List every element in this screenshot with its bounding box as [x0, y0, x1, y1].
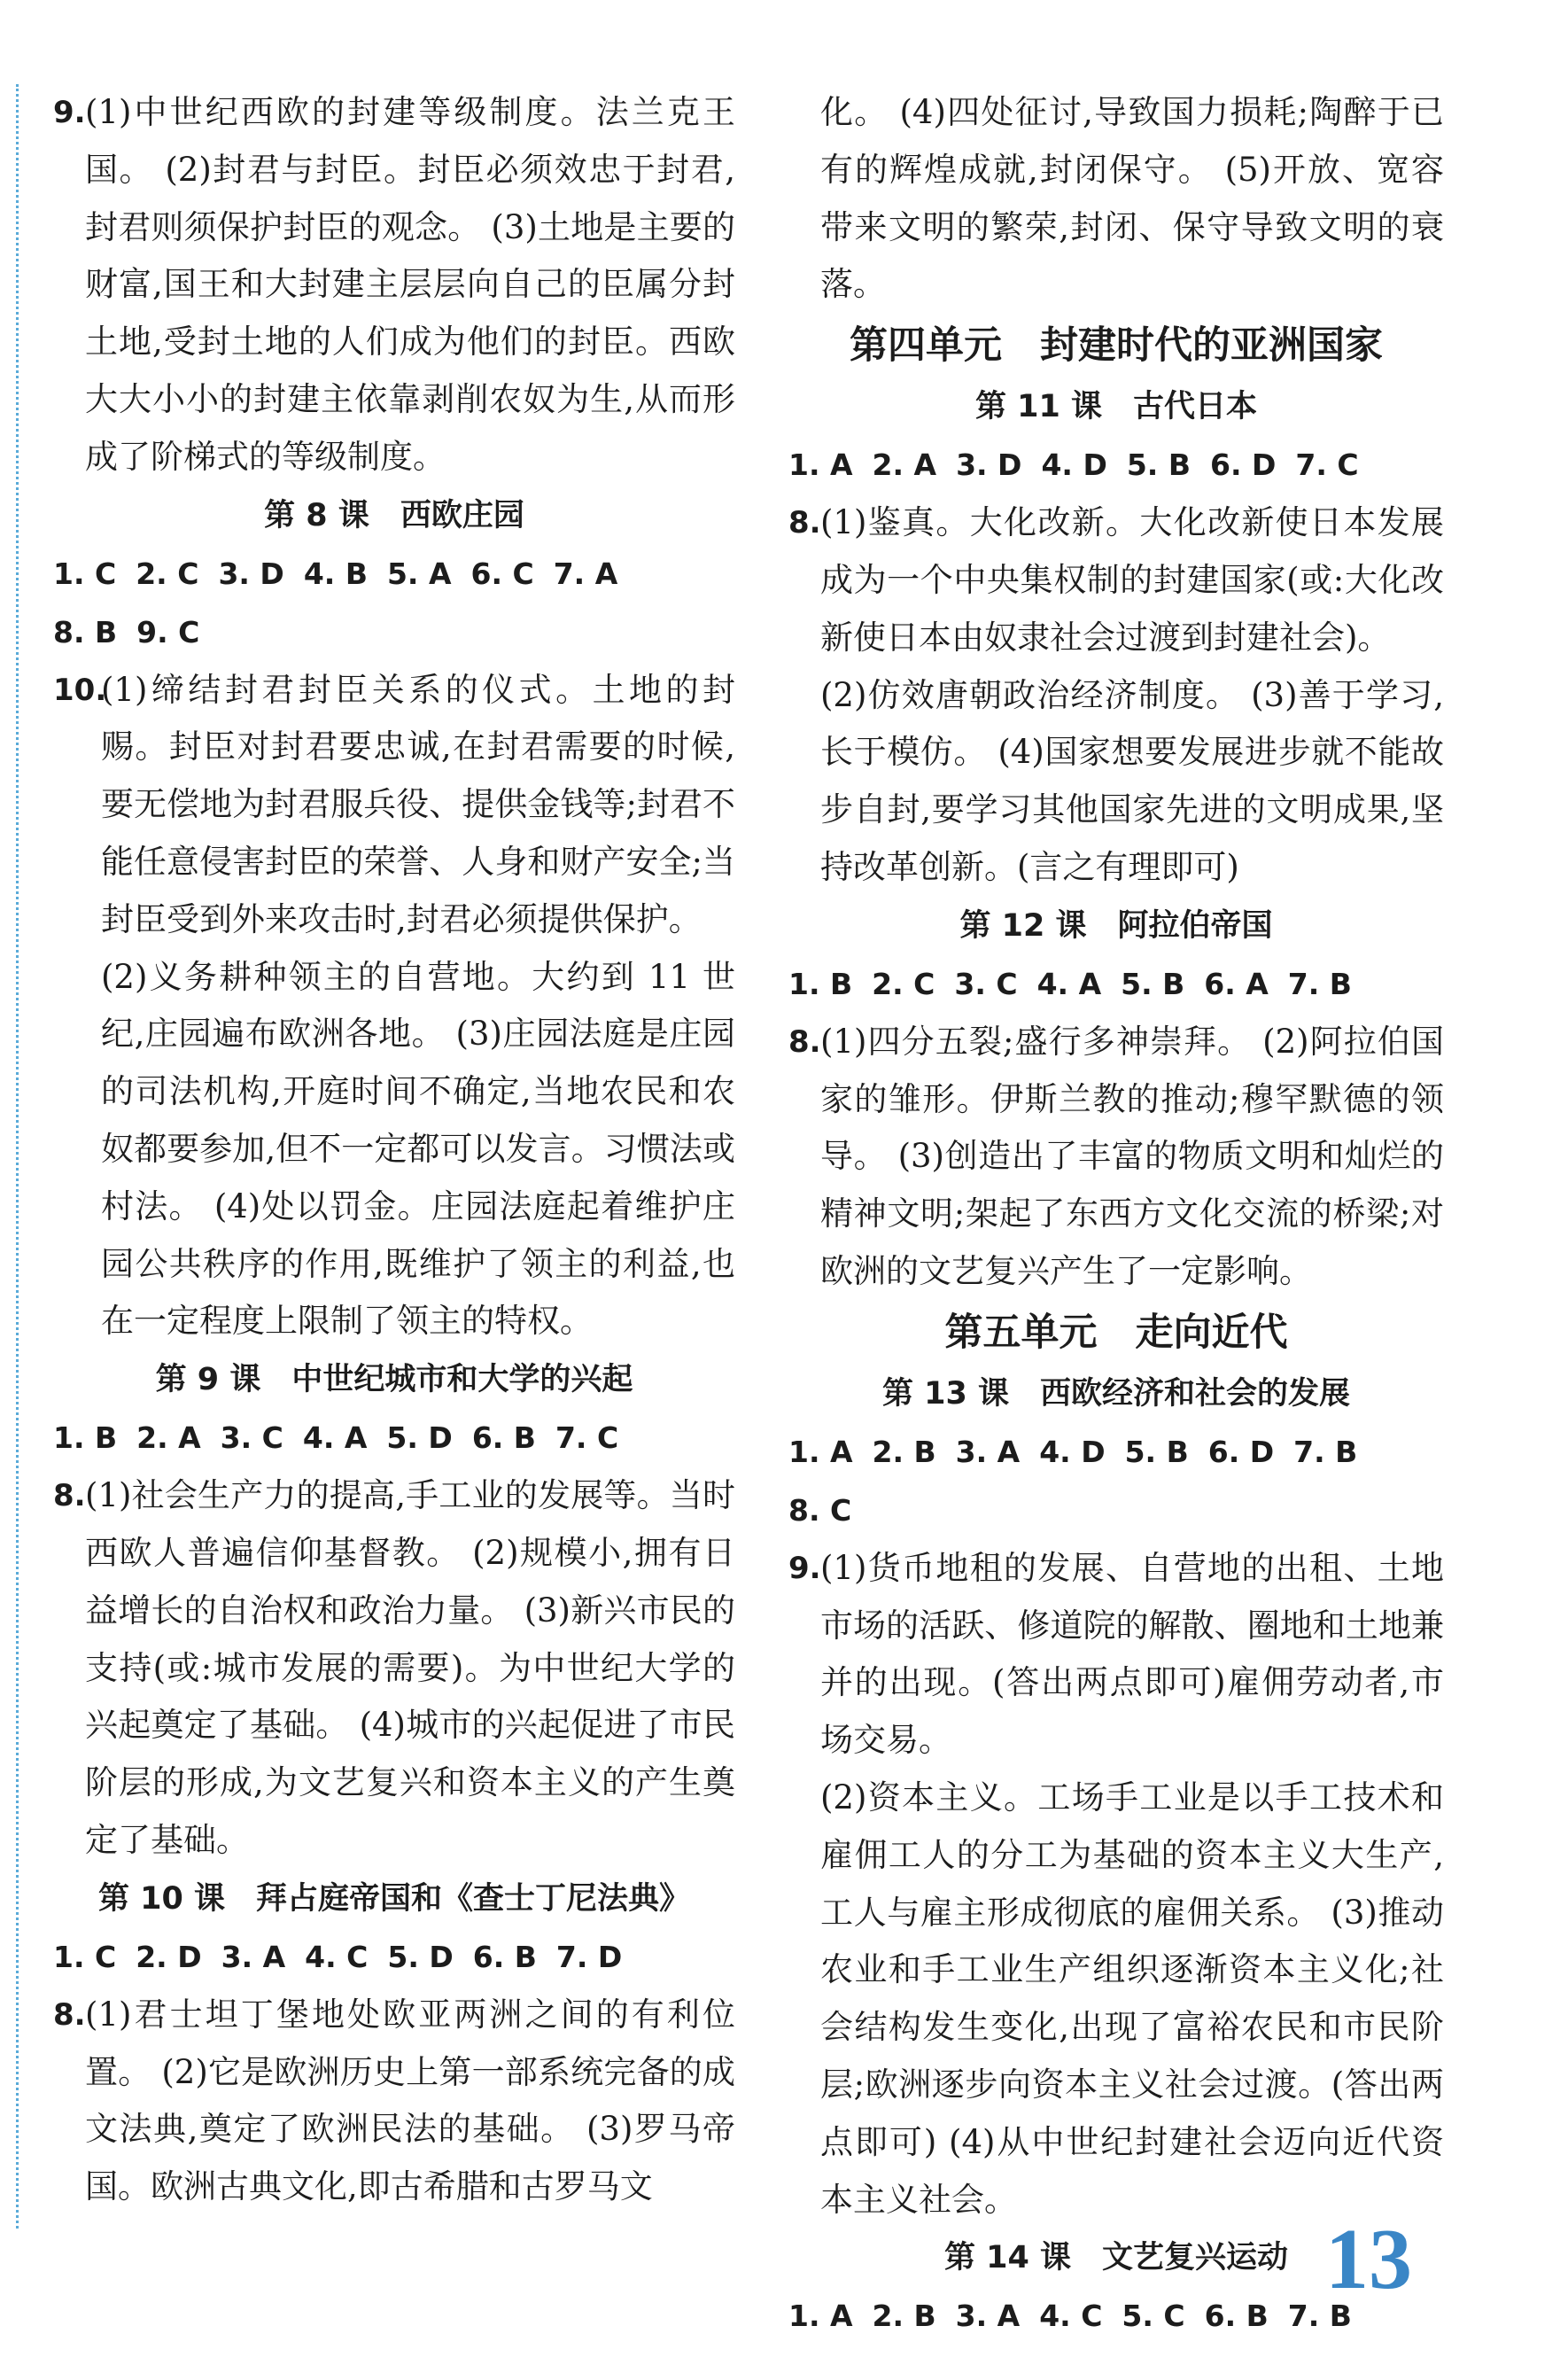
answer-text: (1)货币地租的发展、自营地的出租、土地市场的活跃、修道院的解散、圈地和土地兼并的出现。(答出两点即可)雇佣劳动者,市场交易。	[820, 1548, 1444, 1760]
choice-answers-row	[788, 1423, 1444, 1482]
choice-answer: 2. A	[136, 1420, 201, 1456]
choice-answer: 8. B	[53, 614, 118, 650]
choice-answer: 4. D	[1041, 447, 1107, 483]
choice-answer: 7. B	[1293, 1434, 1358, 1469]
answer-item	[53, 84, 735, 486]
choice-answer: 5. A	[386, 556, 452, 591]
choice-answer: 7. B	[1287, 2299, 1352, 2334]
question-number: 10.	[53, 672, 107, 708]
choice-answers-row	[788, 955, 1444, 1014]
choice-answer: 6. B	[1204, 2299, 1269, 2334]
choice-answer: 7. C	[555, 1420, 619, 1456]
answer-item	[788, 1540, 1444, 1770]
answer-continuation	[53, 949, 735, 1351]
choice-answer: 2. B	[872, 2299, 936, 2334]
choice-answer: 5. B	[1121, 966, 1185, 1001]
choice-answer: 4. D	[1039, 1434, 1106, 1469]
choice-answers-row	[53, 1928, 735, 1987]
choice-answer: 1. B	[53, 1420, 118, 1456]
page-number: 13	[1325, 2212, 1412, 2307]
choice-answer: 3. D	[218, 556, 284, 591]
choice-answer: 3. C	[220, 1420, 283, 1456]
answer-text: 化。 (4)四处征讨,导致国力损耗;陶醉于已有的辉煌成就,封闭保守。 (5)开放、宽容带来文明的繁荣,封闭、保守导致文明的衰落。	[820, 93, 1444, 304]
choice-answer: 4. C	[1039, 2299, 1103, 2334]
question-number: 9.	[53, 95, 86, 130]
answer-item	[788, 1014, 1444, 1301]
question-number: 8.	[788, 505, 821, 541]
lesson-title: 第 9 课 中世纪城市和大学的兴起	[155, 1362, 633, 1398]
choice-answer: 4. B	[303, 556, 368, 591]
choice-answer: 3. A	[955, 2299, 1021, 2334]
answer-text: (1)中世纪西欧的封建等级制度。法兰克王国。 (2)封君与封臣。封臣必须效忠于封君,封君则须保护封臣的观念。 (3)土地是主要的财富,国王和大封建主层层向自己的臣属分封土地,受封土地的人们成为他们的封臣。西欧大大小小的封建主依靠剥削农奴为生,从而形成了阶梯式的等级制度。	[85, 93, 735, 476]
column-divider	[16, 84, 19, 2229]
choice-answer: 4. A	[1036, 966, 1102, 1001]
answer-item	[53, 1467, 735, 1870]
choice-answer: 2. D	[136, 1939, 202, 1974]
choice-answer: 5. B	[1126, 447, 1191, 483]
answer-item	[53, 1987, 735, 2216]
choice-answer: 6. A	[1204, 966, 1269, 1001]
choice-answer: 5. D	[386, 1420, 453, 1456]
choice-answer: 6. C	[470, 556, 534, 591]
lesson-title: 第 8 课 西欧庄园	[264, 497, 524, 533]
choice-answer: 8. C	[788, 1492, 852, 1528]
choice-answer: 5. D	[387, 1939, 454, 1974]
choice-answer: 3. D	[956, 447, 1022, 483]
choice-answer: 3. A	[221, 1939, 286, 1974]
choice-answer: 5. C	[1122, 2299, 1185, 2334]
choice-answer: 3. C	[954, 966, 1018, 1001]
unit-title: 第四单元 封建时代的亚洲国家	[850, 323, 1383, 369]
choice-answers-row	[53, 603, 735, 662]
choice-answers-row	[788, 1482, 1444, 1540]
answer-text: (1)鉴真。大化改新。大化改新使日本发展成为一个中央集权制的封建国家(或:大化改新使日本由奴隶社会过渡到封建社会)。	[820, 503, 1444, 657]
choice-answer: 2. C	[872, 966, 935, 1001]
answer-text: (1)社会生产力的提高,手工业的发展等。当时西欧人普遍信仰基督教。 (2)规模小,拥有日益增长的自治权和政治力量。 (3)新兴市民的支持(或:城市发展的需要)。为中世纪大学的兴起奠定了基础。 (4)城市的兴起促进了市民阶层的形成,为文艺复兴和资本主义的产生奠定了基础。	[85, 1476, 735, 1859]
choice-answer: 6. B	[471, 1420, 536, 1456]
answer-item	[788, 494, 1444, 666]
choice-answers-row	[788, 436, 1444, 494]
answer-text: (2)义务耕种领主的自营地。大约到 11 世纪,庄园遍布欧洲各地。 (3)庄园法庭是庄园的司法机构,开庭时间不确定,当地农民和农奴都要参加,但不一定都可以发言。习惯法或村法。 (4)处以罚金。庄园法庭起着维护庄园公共秩序的作用,既维护了领主的利益,也在一定程度上限制了领主的特权。	[101, 957, 735, 1341]
answer-continuation	[788, 1770, 1444, 2229]
answer-continuation	[788, 84, 1444, 314]
lesson-title: 第 12 课 阿拉伯帝国	[959, 907, 1273, 944]
choice-answer: 1. A	[788, 447, 853, 483]
choice-answer: 7. A	[553, 556, 618, 591]
choice-answer: 1. C	[53, 556, 117, 591]
unit-title: 第五单元 走向近代	[944, 1310, 1288, 1355]
choice-answer: 6. D	[1207, 1434, 1275, 1469]
choice-answer: 4. A	[302, 1420, 368, 1456]
choice-answer: 2. A	[872, 447, 937, 483]
choice-answer: 7. D	[555, 1939, 623, 1974]
answer-text: (1)缔结封君封臣关系的仪式。土地的封赐。封臣对封君要忠诚,在封君需要的时候,要无偿地为封君服兵役、提供金钱等;封君不能任意侵害封臣的荣誉、人身和财产安全;当封臣受到外来攻击时,封君必须提供保护。	[101, 670, 735, 938]
left-column	[53, 84, 735, 2216]
choice-answer: 1. C	[53, 1939, 117, 1974]
question-number: 8.	[53, 1996, 86, 2033]
choice-answer: 1. A	[788, 1434, 853, 1469]
answer-text: (1)君士坦丁堡地处欧亚两洲之间的有利位置。 (2)它是欧洲历史上第一部系统完备的成文法典,奠定了欧洲民法的基础。 (3)罗马帝国。欧洲古典文化,即古希腊和古罗马文	[85, 1995, 735, 2206]
choice-answer: 7. C	[1295, 447, 1359, 483]
lesson-title: 第 10 课 拜占庭帝国和《查士丁尼法典》	[97, 1880, 691, 1917]
answer-continuation	[788, 667, 1444, 897]
choice-answer: 7. B	[1287, 966, 1352, 1001]
lesson-title: 第 14 课 文艺复兴运动	[943, 2240, 1289, 2276]
answer-text: (2)资本主义。工场手工业是以手工技术和雇佣工人的分工为基础的资本主义大生产,工人与雇主形成彻底的雇佣关系。 (3)推动农业和手工业生产组织逐渐资本主义化;社会结构发生变化,出现了富裕农民和市民阶层;欧洲逐步向资本主义社会过渡。(答出两点即可) (4)从中世纪封建社会迈向近代资本主义社会。	[820, 1777, 1444, 2219]
choice-answer: 9. C	[136, 614, 200, 650]
choice-answer: 6. D	[1209, 447, 1277, 483]
choice-answers-row	[53, 1409, 735, 1467]
question-number: 8.	[788, 1023, 821, 1060]
question-number: 8.	[53, 1478, 86, 1514]
choice-answer: 3. A	[955, 1434, 1021, 1469]
choice-answer: 2. C	[136, 556, 199, 591]
choice-answer: 1. B	[788, 966, 853, 1001]
choice-answer: 1. A	[788, 2299, 853, 2334]
lesson-title: 第 13 课 西欧经济和社会的发展	[881, 1375, 1351, 1412]
choice-answer: 4. C	[305, 1939, 369, 1974]
question-number: 9.	[788, 1550, 821, 1586]
right-column	[788, 84, 1444, 2345]
choice-answers-row	[53, 545, 735, 603]
choice-answer: 5. B	[1124, 1434, 1189, 1469]
answer-text: (2)仿效唐朝政治经济制度。 (3)善于学习,长于模仿。 (4)国家想要发展进步就不能故步自封,要学习其他国家先进的文明成果,坚持改革创新。(言之有理即可)	[820, 675, 1444, 886]
answer-text: (1)四分五裂;盛行多神崇拜。 (2)阿拉伯国家的雏形。伊斯兰教的推动;穆罕默德的领导。 (3)创造出了丰富的物质文明和灿烂的精神文明;架起了东西方文化交流的桥梁;对欧洲的文艺复兴产生了一定影响。	[820, 1022, 1444, 1290]
choice-answer: 6. B	[472, 1939, 537, 1974]
choice-answer: 2. B	[872, 1434, 936, 1469]
answer-item	[53, 662, 735, 949]
lesson-title: 第 11 课 古代日本	[974, 389, 1258, 425]
